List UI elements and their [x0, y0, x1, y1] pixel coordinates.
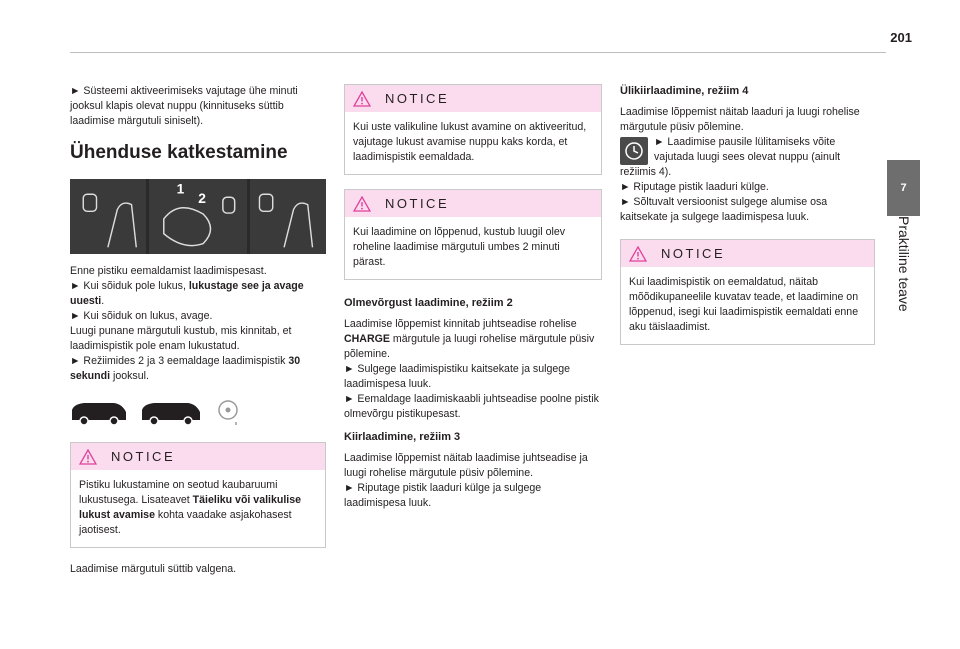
key-fob-panel	[149, 179, 247, 254]
para-before-removal: Enne pistiku eemaldamist laadimispesast.	[70, 265, 267, 277]
mode2-para-2: ► Sulgege laadimispistiku kaitsekate ja sulgege laadimispesa luuk.	[344, 363, 571, 390]
notice-body: Kui laadimispistik on eemaldatud, näitab mõõdikupaneelile kuvatav teade, et laadimine on lõppenud, isegi kui laadimispistik eemaldati enne aku täislaadimist.	[629, 276, 859, 333]
text-run: ► Režiimides 2 ja 3 eemaldage laadimispistik	[70, 355, 289, 367]
text-run: jooksul.	[110, 370, 149, 382]
column-2	[344, 84, 602, 511]
warning-triangle-icon	[629, 246, 647, 262]
door-handle-icon	[70, 179, 146, 254]
para-white-light: Laadimise märgutuli süttib valgena.	[70, 563, 237, 575]
notice-title: NOTICE	[661, 246, 726, 261]
notice-box-2	[344, 84, 602, 175]
notice-title: NOTICE	[385, 196, 450, 211]
chapter-side-label	[887, 216, 920, 356]
top-rule	[70, 52, 886, 53]
notice-header	[345, 190, 601, 217]
mode4-para-2	[620, 135, 875, 180]
warning-triangle-icon	[353, 196, 371, 212]
warning-triangle-icon	[79, 449, 97, 465]
bold-run: lukustage see ja avage uuesti	[70, 280, 304, 307]
mode4-para-4: ► Sõltuvalt versioonist sulgege alumise osa kaitsekate ja sulgege laadimispesa luuk.	[620, 196, 828, 223]
mode4-heading: Ülikiirlaadimine, režiim 4	[620, 85, 749, 97]
para-lock-unlock	[70, 279, 326, 309]
notice-body: Kui uste valikuline lukust avamine on aktiveeritud, vajutage lukust avamise nuppu kaks korda, et laadimispistik eemaldada.	[353, 121, 587, 163]
mode4-para-3: ► Riputage pistik laaduri külge.	[620, 181, 769, 193]
unlock-illustration	[70, 179, 326, 254]
fig-label-1: 1	[176, 181, 184, 197]
mode2-para-1	[344, 317, 602, 362]
text-run: kohta vaadake asjakohasest jaotisest.	[79, 509, 292, 536]
vehicle-icons	[70, 398, 326, 426]
door-lock-panel-2	[250, 179, 326, 254]
para-unlock: ► Kui sõiduk on lukus, avage.	[70, 310, 213, 322]
van-short-icon	[70, 400, 128, 426]
text-run: Laadimise lõppemist kinnitab juhtseadise rohelise	[344, 318, 577, 330]
notice-box-4	[620, 239, 875, 345]
intro-text: ► Süsteemi aktiveerimiseks vajutage ühe minuti jooksul klapis olevat nuppu (kinnituseks süttib laadimise märgutuli siniselt).	[70, 85, 298, 127]
para-red-light: Luugi punane märgutuli kustub, mis kinnitab, et laadimispistik pole enam lukustatud.	[70, 325, 292, 352]
para-modes-2-3	[70, 354, 326, 384]
text-run: ► Kui sõiduk pole lukus,	[70, 280, 189, 292]
notice-header	[345, 85, 601, 112]
key-fob-icon	[149, 179, 247, 254]
notice-header	[71, 443, 325, 470]
fig-label-2: 2	[197, 191, 206, 207]
mode2-para-3: ► Eemaldage laadimiskaabli juhtseadise poolne pistik olmevõrgu pistikupesast.	[344, 393, 599, 420]
chapter-title: Praktiline teave	[895, 216, 912, 312]
notice-title: NOTICE	[111, 449, 176, 464]
text-run: ► Laadimise pausile lülitamiseks võite vajutada luugi sees olevat nuppu (ainult režiimis 4).	[620, 136, 841, 178]
charge-clock-icon	[620, 137, 648, 165]
notice-body	[71, 470, 325, 547]
mode3-para-1: Laadimise lõppemist näitab laadimise juhtseadise ja luugi rohelise märgutule püsiv põlemine.	[344, 452, 588, 479]
bold-run: Täieliku või valikulise lukust avamise	[79, 494, 302, 521]
notice-box-3	[344, 189, 602, 280]
text-run: .	[101, 295, 105, 307]
mode2-heading: Olmevõrgust laadimine, režiim 2	[344, 297, 513, 309]
notice-title: NOTICE	[385, 91, 450, 106]
steering-wheel-icon	[214, 398, 242, 426]
chapter-tab[interactable]: 7	[887, 160, 920, 216]
bold-run: CHARGE	[344, 333, 390, 345]
warning-triangle-icon	[353, 91, 371, 107]
column-1	[70, 84, 326, 577]
text-run: Pistiku lukustamine on seotud kaubaruumi lukustusega. Lisateavet	[79, 479, 278, 506]
door-unlock-icon	[250, 179, 326, 254]
mode3-para-2: ► Riputage pistik laaduri külge ja sulgege laadimispesa luuk.	[344, 482, 542, 509]
bold-run: 30 sekundi	[70, 355, 301, 382]
notice-header	[621, 240, 874, 267]
notice-body: Kui laadimine on lõppenud, kustub luugil olev roheline laadimise märgutuli umbes 2 minuti pärast.	[353, 226, 566, 268]
charge-pause-icon	[620, 137, 648, 165]
section-heading: Ühenduse katkestamine	[70, 142, 288, 163]
text-run: märgutule ja luugi rohelise märgutule püsiv põlemine.	[344, 333, 595, 360]
page-number: 201	[890, 30, 912, 45]
mode3-heading: Kiirlaadimine, režiim 3	[344, 431, 461, 443]
door-lock-panel	[70, 179, 146, 254]
mode4-para-1: Laadimise lõppemist näitab laaduri ja luugi rohelise märgutule püsiv põlemine.	[620, 106, 860, 133]
column-3	[620, 84, 875, 345]
van-long-icon	[140, 400, 202, 426]
notice-box-1	[70, 442, 326, 548]
